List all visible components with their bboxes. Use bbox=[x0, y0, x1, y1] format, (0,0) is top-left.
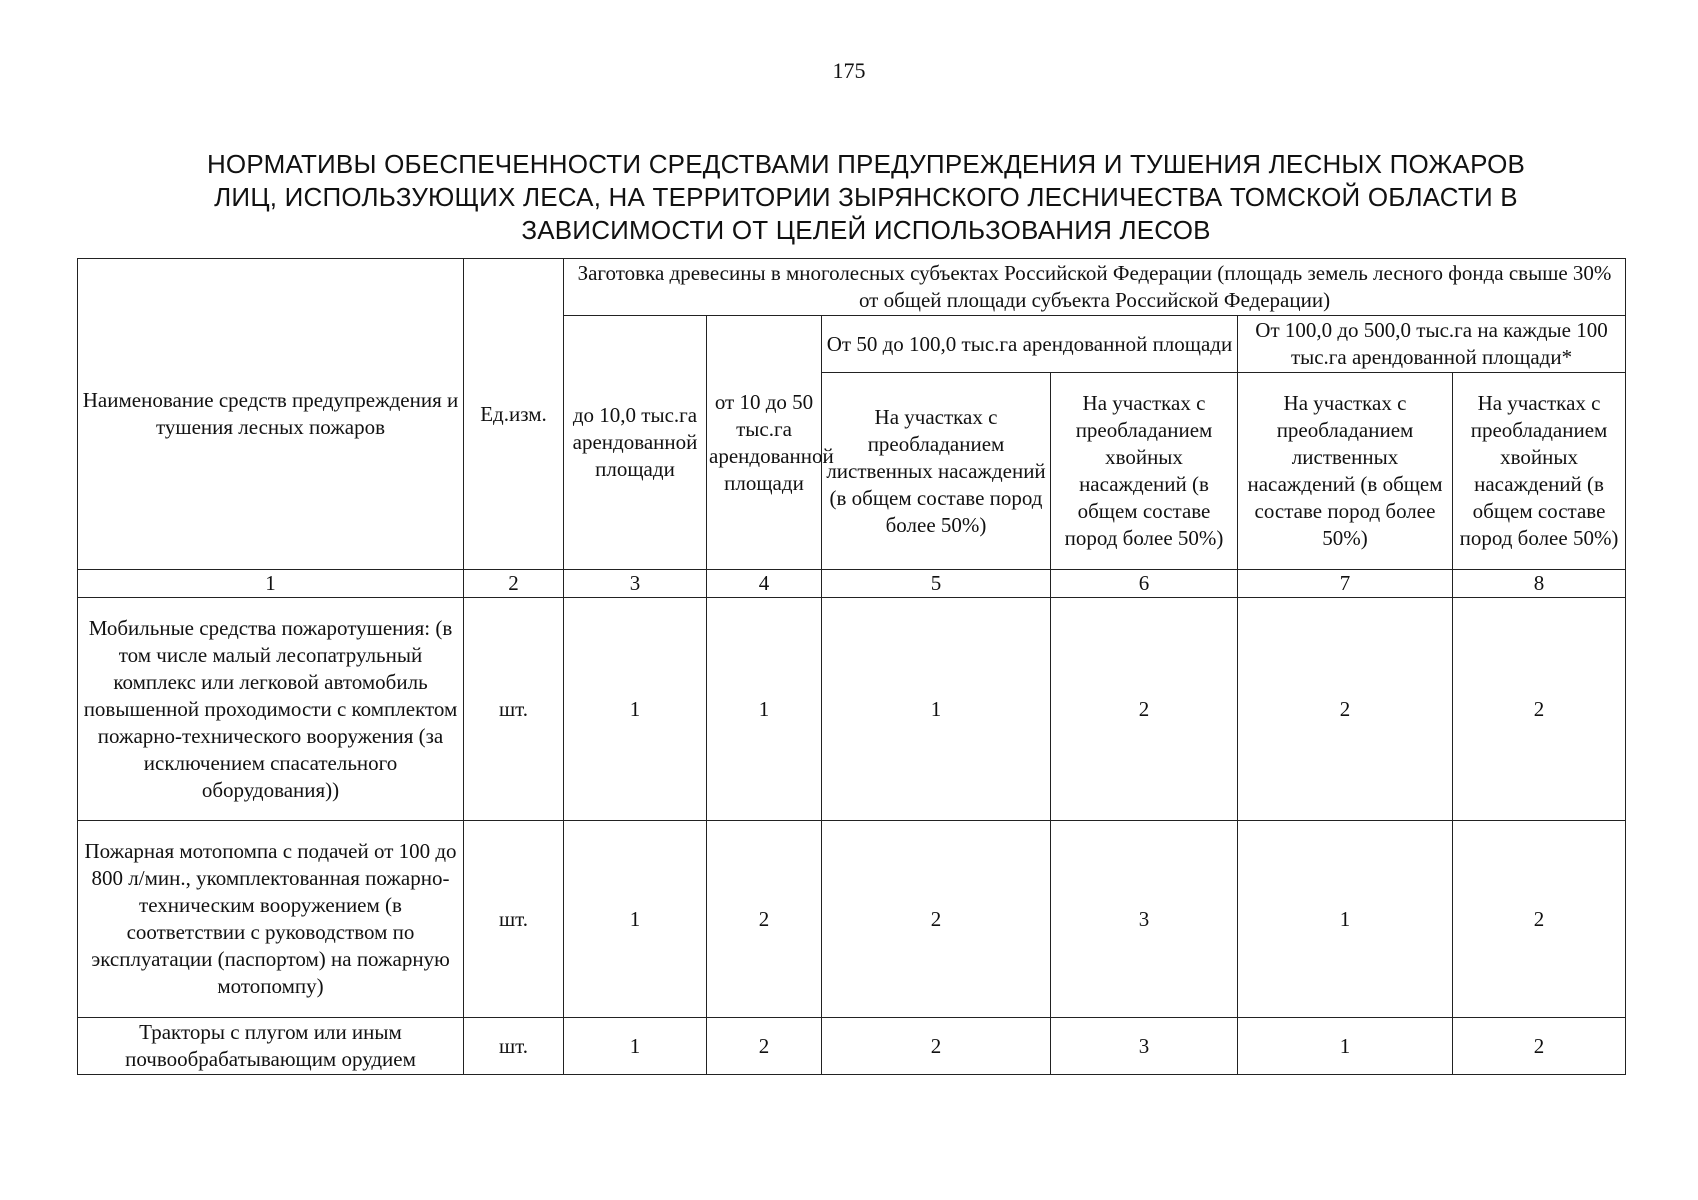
value-cell: 1 bbox=[822, 598, 1051, 821]
row-name-cell: Тракторы с плугом или иным почвообрабатывающим орудием bbox=[78, 1018, 464, 1075]
value-cell: 2 bbox=[1238, 598, 1453, 821]
row-name-cell: Пожарная мотопомпа с подачей от 100 до 800 л/мин., укомплектованная пожарно-техническим вооружением (в соответствии с руководством по эксплуатации (паспортом) на пожарную мотопомпу) bbox=[78, 821, 464, 1018]
header-col-5: На участках с преобладанием лиственных насаждений (в общем составе пород более 50%) bbox=[822, 373, 1051, 570]
header-group: Заготовка древесины в многолесных субъектах Российской Федерации (площадь земель лесного фонда свыше 30% от общей площади субъекта Российской Федерации) bbox=[564, 259, 1626, 316]
table-row bbox=[78, 1018, 1626, 1075]
header-unit-col: Ед.изм. bbox=[464, 259, 564, 570]
row-name-cell: Мобильные средства пожаротушения: (в том числе малый лесопатрульный комплекс или легковой автомобиль повышенной проходимости с комплектом пожарно-технического вооружения (за исключением спасательного оборудования)) bbox=[78, 598, 464, 821]
value-cell: 2 bbox=[1051, 598, 1238, 821]
header-col-4: от 10 до 50 тыс.га арендованной площади bbox=[707, 316, 822, 570]
header-col-7: На участках с преобладанием лиственных насаждений (в общем составе пород более 50%) bbox=[1238, 373, 1453, 570]
page-number: 175 bbox=[832, 58, 866, 83]
header-col-3: до 10,0 тыс.га арендованной площади bbox=[564, 316, 707, 570]
header-name-col: Наименование средств предупреждения и тушения лесных пожаров bbox=[78, 259, 464, 570]
header-subgroup-b: От 100,0 до 500,0 тыс.га на каждые 100 тыс.га арендованной площади* bbox=[1238, 316, 1626, 373]
value-cell: 3 bbox=[1051, 821, 1238, 1018]
value-cell: 2 bbox=[1453, 821, 1626, 1018]
value-cell: 2 bbox=[822, 1018, 1051, 1075]
column-number: 3 bbox=[564, 570, 707, 598]
header-col-8: На участках с преобладанием хвойных насаждений (в общем составе пород более 50%) bbox=[1453, 373, 1626, 570]
value-cell: 1 bbox=[564, 598, 707, 821]
table-row bbox=[78, 821, 1626, 1018]
header-col-6: На участках с преобладанием хвойных насаждений (в общем составе пород более 50%) bbox=[1051, 373, 1238, 570]
value-cell: 2 bbox=[1453, 1018, 1626, 1075]
row-unit-cell: шт. bbox=[464, 598, 564, 821]
column-number: 8 bbox=[1453, 570, 1626, 598]
value-cell: 2 bbox=[1453, 598, 1626, 821]
header-row-1 bbox=[78, 259, 1626, 316]
column-number: 4 bbox=[707, 570, 822, 598]
value-cell: 1 bbox=[707, 598, 822, 821]
value-cell: 1 bbox=[564, 821, 707, 1018]
value-cell: 2 bbox=[707, 1018, 822, 1075]
row-unit-cell: шт. bbox=[464, 821, 564, 1018]
document-title bbox=[186, 148, 1546, 247]
value-cell: 2 bbox=[707, 821, 822, 1018]
value-cell: 1 bbox=[1238, 1018, 1453, 1075]
row-unit-cell: шт. bbox=[464, 1018, 564, 1075]
column-number: 1 bbox=[78, 570, 464, 598]
value-cell: 3 bbox=[1051, 1018, 1238, 1075]
title-line-2: ЛИЦ, ИСПОЛЬЗУЮЩИХ ЛЕСА, НА ТЕРРИТОРИИ ЗЫРЯНСКОГО ЛЕСНИЧЕСТВА ТОМСКОЙ ОБЛАСТИ В bbox=[214, 182, 1518, 212]
value-cell: 1 bbox=[1238, 821, 1453, 1018]
table-row bbox=[78, 598, 1626, 821]
column-number: 6 bbox=[1051, 570, 1238, 598]
column-number: 7 bbox=[1238, 570, 1453, 598]
norms-table bbox=[77, 258, 1626, 1075]
column-number-row bbox=[78, 570, 1626, 598]
column-number: 2 bbox=[464, 570, 564, 598]
column-number: 5 bbox=[822, 570, 1051, 598]
title-line-1: НОРМАТИВЫ ОБЕСПЕЧЕННОСТИ СРЕДСТВАМИ ПРЕДУПРЕЖДЕНИЯ И ТУШЕНИЯ ЛЕСНЫХ ПОЖАРОВ bbox=[206, 149, 1526, 179]
title-line-3: ЗАВИСИМОСТИ ОТ ЦЕЛЕЙ ИСПОЛЬЗОВАНИЯ ЛЕСОВ bbox=[521, 215, 1211, 245]
value-cell: 2 bbox=[822, 821, 1051, 1018]
header-subgroup-a: От 50 до 100,0 тыс.га арендованной площади bbox=[822, 316, 1238, 373]
value-cell: 1 bbox=[564, 1018, 707, 1075]
